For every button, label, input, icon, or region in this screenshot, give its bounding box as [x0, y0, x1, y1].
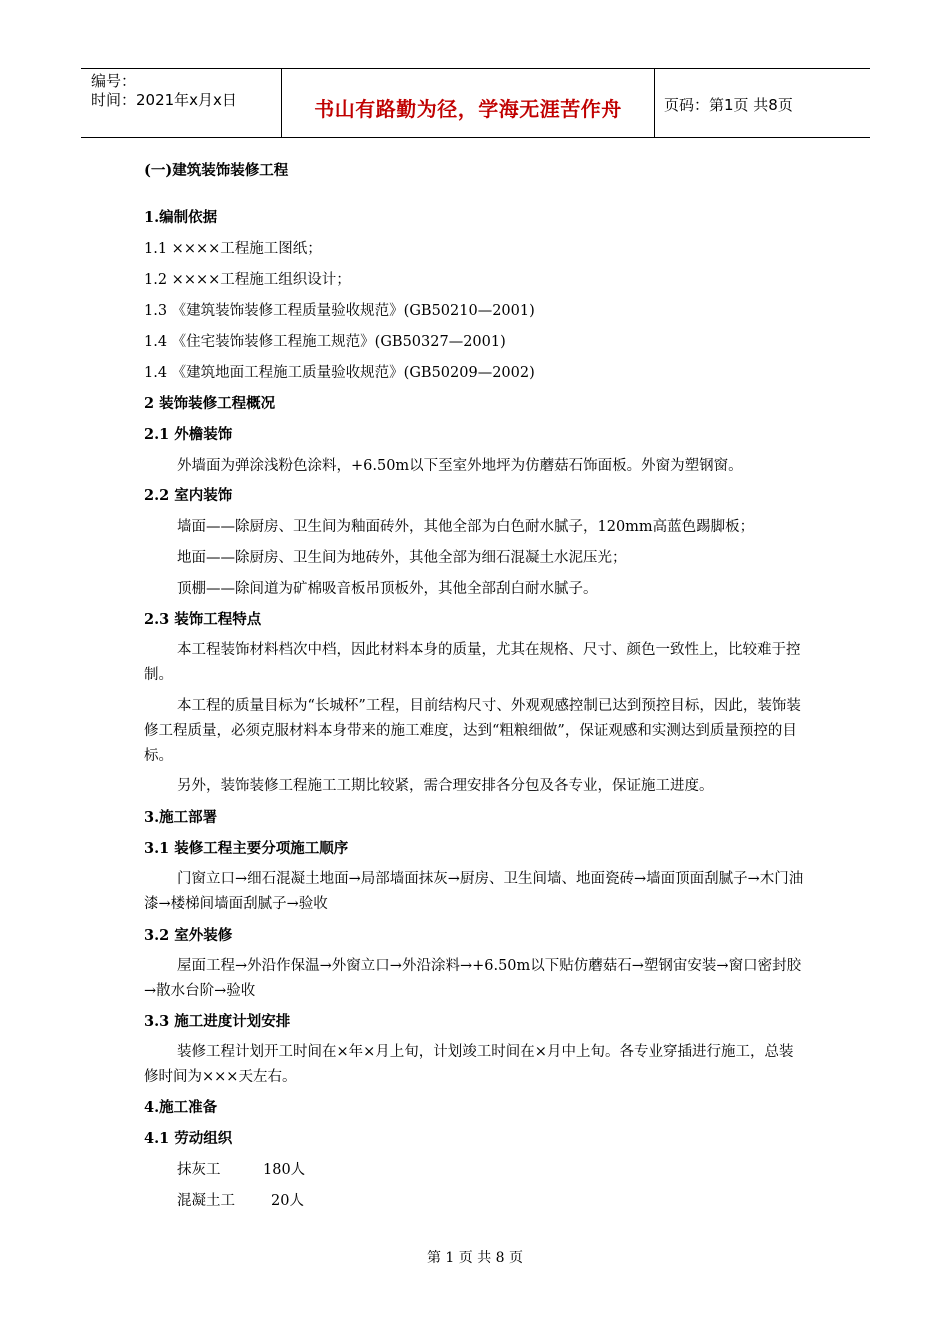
subsection-heading: 3.1 装修工程主要分项施工顺序: [144, 840, 349, 857]
page-header: [81, 68, 870, 138]
section-heading: 1.编制依据: [144, 209, 218, 226]
list-item: 1.1 ××××工程施工图纸；: [144, 241, 322, 257]
header-info-cell: [81, 69, 281, 137]
labor-count: 20人: [271, 1193, 304, 1209]
subsection-heading: 4.1 劳动组织: [144, 1130, 233, 1147]
paragraph: 地面——除厨房、卫生间为地砖外，其他全部为细石混凝土水泥压光；: [177, 550, 627, 566]
list-item: 1.3 《建筑装饰装修工程质量验收规范》(GB50210—2001): [144, 303, 535, 319]
list-item: 1.2 ××××工程施工组织设计；: [144, 272, 351, 288]
labor-name: 混凝土工: [177, 1193, 235, 1209]
list-item: 1.4 《建筑地面工程施工质量验收规范》(GB50209—2002): [144, 365, 535, 381]
subsection-heading: 2.1 外檐装饰: [144, 426, 233, 443]
labor-row: [177, 1192, 304, 1210]
header-page-code: 页码：第1页 共8页: [664, 96, 793, 114]
paragraph: 本工程的质量目标为“长城杯”工程，目前结构尺寸、外观观感控制已达到预控目标，因此，装饰装修工程质量，必须克服材料本身带来的施工难度，达到“粗粮细做”，保证观感和实测达到质量预控的目标。: [144, 698, 801, 764]
paragraph: 本工程装饰材料档次中档，因此材料本身的质量，尤其在规格、尺寸、颜色一致性上，比较难于控制。: [144, 642, 801, 683]
paragraph: 外墙面为弹涂浅粉色涂料，+6.50m以下至室外地坪为仿蘑菇石饰面板。外窗为塑钢窗。: [177, 458, 743, 474]
labor-count: 180人: [263, 1162, 306, 1178]
paragraph: 装修工程计划开工时间在×年×月上旬，计划竣工时间在×月中上旬。各专业穿插进行施工，总装修时间为×××天左右。: [144, 1044, 794, 1085]
paragraph: 门窗立口→细石混凝土地面→局部墙面抹灰→厨房、卫生间墙、地面瓷砖→墙面顶面刮腻子→木门油漆→楼梯间墙面刮腻子→验收: [144, 871, 804, 912]
subsection-heading: 2.2 室内装饰: [144, 487, 233, 504]
paragraph: 屋面工程→外沿作保温→外窗立口→外沿涂料→+6.50m以下贴仿蘑菇石→塑钢宙安装→窗口密封胶→散水台阶→验收: [144, 958, 802, 999]
page-footer: 第 1 页 共 8 页: [426, 1250, 524, 1266]
paragraph: 另外，装饰装修工程施工工期比较紧，需合理安排各分包及各专业，保证施工进度。: [177, 778, 714, 794]
labor-name: 抹灰工: [177, 1162, 221, 1178]
document-time-label: 时间：2021年x月x日: [91, 91, 237, 109]
section-heading: 3.施工部署: [144, 809, 218, 826]
labor-row: [177, 1161, 306, 1179]
header-motto: 书山有路勤为径，学海无涯苦作舟: [314, 97, 622, 121]
section-heading: 2 装饰装修工程概况: [144, 395, 276, 412]
header-page-cell: [654, 69, 870, 137]
subsection-heading: 3.3 施工进度计划安排: [144, 1013, 291, 1030]
header-motto-cell: [281, 69, 655, 137]
section-heading: 4.施工准备: [144, 1099, 218, 1116]
document-title: (一)建筑装饰装修工程: [144, 162, 289, 179]
paragraph: 墙面——除厨房、卫生间为釉面砖外，其他全部为白色耐水腻子，120mm高蓝色踢脚板；: [177, 519, 755, 535]
paragraph: 顶棚——除间道为矿棉吸音板吊顶板外，其他全部刮白耐水腻子。: [177, 581, 598, 597]
document-number-label: 编号：: [91, 72, 137, 90]
list-item: 1.4 《住宅装饰装修工程施工规范》(GB50327—2001): [144, 334, 506, 350]
subsection-heading: 3.2 室外装修: [144, 927, 233, 944]
subsection-heading: 2.3 装饰工程特点: [144, 611, 262, 628]
